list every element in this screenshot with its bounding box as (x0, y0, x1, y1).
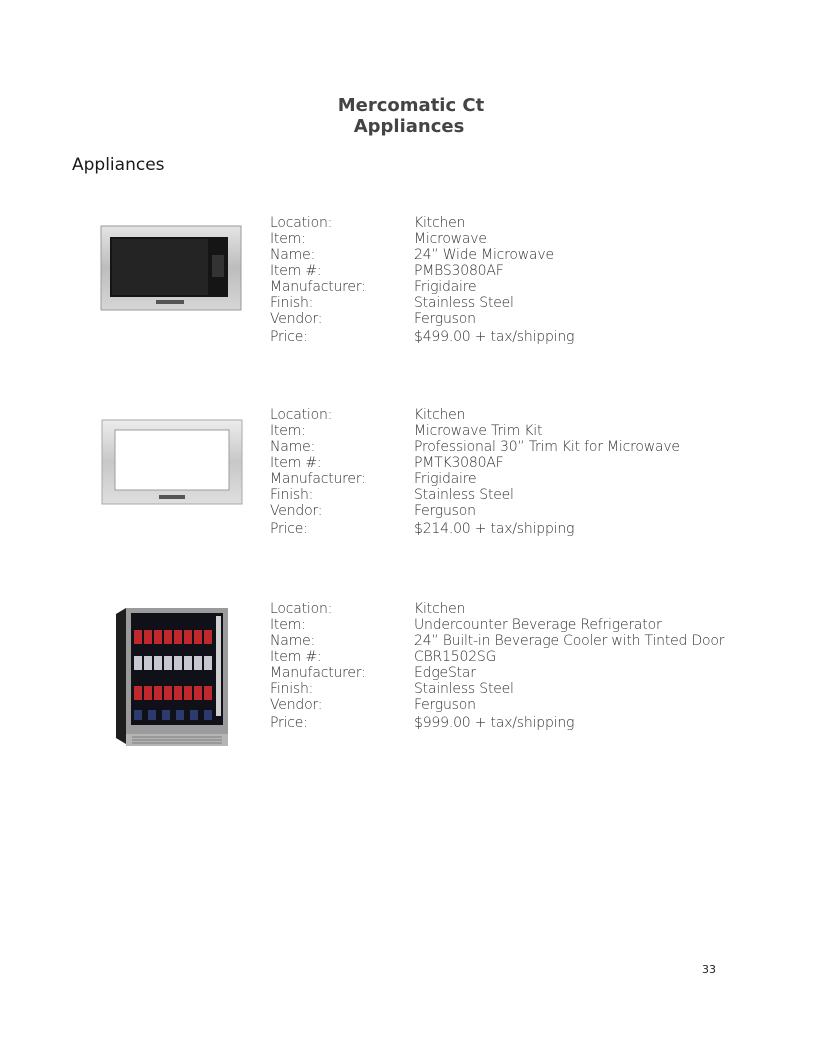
appliance-item-microwave (0, 215, 816, 375)
vendor-label: Vendor: (270, 503, 323, 519)
price-label: Price: (270, 715, 308, 731)
name-value: 24” Built-in Beverage Cooler with Tinted Door (414, 633, 725, 649)
item-number-value: CBR1502SG (414, 649, 497, 665)
vendor-value: Ferguson (414, 503, 476, 519)
finish-label: Finish: (270, 487, 314, 503)
name-value: 24” Wide Microwave (414, 247, 554, 263)
name-label: Name: (270, 247, 316, 263)
vendor-value: Ferguson (414, 697, 476, 713)
item-label: Item: (270, 617, 306, 633)
finish-value: Stainless Steel (414, 295, 514, 311)
microwave-trim-kit-icon (101, 419, 243, 505)
price-value: $214.00 + tax/shipping (414, 521, 575, 537)
appliance-item-beverage-cooler (0, 601, 816, 761)
manufacturer-value: EdgeStar (414, 665, 476, 681)
manufacturer-value: Frigidaire (414, 279, 477, 295)
page-title: Mercomatic Ct (337, 95, 485, 116)
vendor-value: Ferguson (414, 311, 476, 327)
price-label: Price: (270, 521, 308, 537)
built-in-microwave-icon (100, 225, 242, 311)
item-label: Item: (270, 423, 306, 439)
item-number-label: Item #: (270, 263, 322, 279)
location-value: Kitchen (414, 407, 466, 423)
name-label: Name: (270, 439, 316, 455)
manufacturer-value: Frigidaire (414, 471, 477, 487)
appliance-item-trim-kit (0, 407, 816, 567)
finish-value: Stainless Steel (414, 487, 514, 503)
beverage-refrigerator-icon (112, 606, 230, 748)
manufacturer-label: Manufacturer: (270, 471, 366, 487)
manufacturer-label: Manufacturer: (270, 665, 366, 681)
finish-value: Stainless Steel (414, 681, 514, 697)
item-number-label: Item #: (270, 455, 322, 471)
location-label: Location: (270, 215, 333, 231)
item-label: Item: (270, 231, 306, 247)
vendor-label: Vendor: (270, 697, 323, 713)
item-value: Microwave Trim Kit (414, 423, 543, 439)
page-subtitle: Appliances (353, 116, 465, 137)
name-label: Name: (270, 633, 316, 649)
manufacturer-label: Manufacturer: (270, 279, 366, 295)
item-number-value: PMTK3080AF (414, 455, 504, 471)
location-value: Kitchen (414, 601, 466, 617)
location-label: Location: (270, 407, 333, 423)
finish-label: Finish: (270, 295, 314, 311)
name-value: Professional 30” Trim Kit for Microwave (414, 439, 680, 455)
vendor-label: Vendor: (270, 311, 323, 327)
item-value: Microwave (414, 231, 487, 247)
price-value: $999.00 + tax/shipping (414, 715, 575, 731)
item-number-label: Item #: (270, 649, 322, 665)
item-number-value: PMBS3080AF (414, 263, 504, 279)
price-label: Price: (270, 329, 308, 345)
location-value: Kitchen (414, 215, 466, 231)
price-value: $499.00 + tax/shipping (414, 329, 575, 345)
section-heading: Appliances (72, 155, 165, 175)
page-number: 33 (702, 963, 716, 976)
item-value: Undercounter Beverage Refrigerator (414, 617, 662, 633)
finish-label: Finish: (270, 681, 314, 697)
location-label: Location: (270, 601, 333, 617)
